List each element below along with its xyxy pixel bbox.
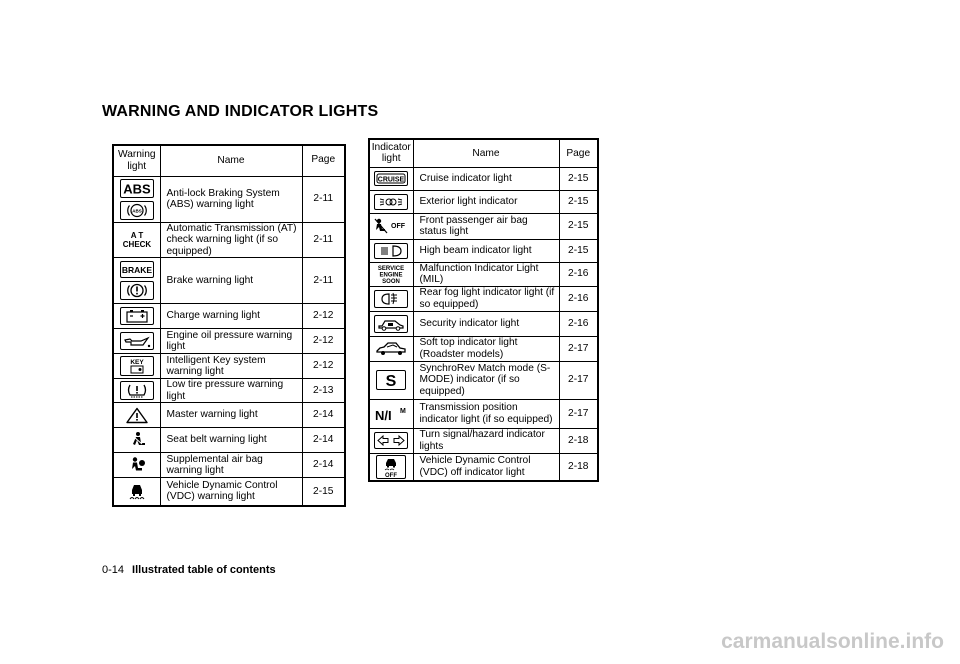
- svg-text:S: S: [385, 373, 397, 389]
- warning-lights-table: [112, 144, 346, 507]
- header-page: Page: [559, 139, 598, 167]
- row-page: 2-15: [302, 478, 345, 506]
- row-name: Security indicator light: [413, 311, 559, 336]
- table-row: [113, 304, 345, 329]
- svg-text:ENGINE: ENGINE: [379, 272, 403, 279]
- svg-text:SOON: SOON: [382, 279, 401, 284]
- brake-warning-icon: [120, 281, 154, 300]
- tire-pressure-icon: [120, 381, 154, 400]
- section-title: Illustrated table of contents: [132, 564, 276, 576]
- row-page: 2-18: [559, 453, 598, 481]
- table-row: [369, 428, 598, 453]
- row-name: Turn signal/hazard indicator lights: [413, 428, 559, 453]
- row-page: 2-17: [559, 399, 598, 428]
- row-name: Exterior light indicator: [413, 190, 559, 213]
- row-page: 2-18: [559, 428, 598, 453]
- row-page: 2-15: [559, 190, 598, 213]
- passenger-airbag-off-icon: [373, 217, 409, 235]
- table-row: [113, 478, 345, 506]
- cruise-icon: [374, 171, 408, 186]
- row-name: High beam indicator light: [413, 239, 559, 262]
- row-name: Supplemental air bag warning light: [160, 453, 302, 478]
- transmission-position-icon: [373, 406, 409, 422]
- row-name: Low tire pressure warning light: [160, 379, 302, 403]
- table-row: [369, 213, 598, 239]
- row-page: 2-12: [302, 354, 345, 379]
- header-page: Page: [302, 145, 345, 176]
- svg-text:KEY: KEY: [130, 359, 144, 366]
- abs-warning-icon: [120, 179, 154, 198]
- row-page: 2-12: [302, 329, 345, 354]
- row-name: Automatic Transmission (AT) check warning light (if so equipped): [160, 222, 302, 258]
- abs-text: ABS: [123, 181, 151, 196]
- table-row: [369, 361, 598, 399]
- row-name: Engine oil pressure warning light: [160, 329, 302, 354]
- at-check-icon: [121, 230, 153, 250]
- row-page: 2-11: [302, 222, 345, 258]
- table-row: [113, 258, 345, 304]
- soft-top-icon: [374, 340, 408, 357]
- row-name: Soft top indicator light (Roadster models): [413, 336, 559, 361]
- row-name: Vehicle Dynamic Control (VDC) warning light: [160, 478, 302, 506]
- table-row: [113, 453, 345, 478]
- master-warning-icon: [121, 407, 153, 424]
- row-name: Anti-lock Braking System (ABS) warning light: [160, 176, 302, 222]
- svg-text:N/I: N/I: [375, 407, 392, 422]
- row-name: Seat belt warning light: [160, 428, 302, 453]
- header-warning-light: Warning light: [113, 145, 160, 176]
- table-header-row: [369, 139, 598, 167]
- row-page: 2-16: [559, 311, 598, 336]
- battery-charge-icon: [120, 307, 154, 325]
- table-row: [369, 399, 598, 428]
- row-page: 2-11: [302, 176, 345, 222]
- table-row: [369, 262, 598, 286]
- row-name: Transmission position indicator light (if so equipped): [413, 399, 559, 428]
- vdc-icon: [121, 482, 153, 500]
- table-row: [369, 167, 598, 190]
- svg-text:CRUISE: CRUISE: [378, 176, 405, 184]
- row-page: 2-17: [559, 361, 598, 399]
- table-row: [113, 403, 345, 428]
- table-row: [113, 222, 345, 258]
- table-row: [369, 453, 598, 481]
- exterior-light-icon: [374, 194, 408, 210]
- service-engine-soon-icon: [374, 264, 408, 284]
- svg-text:SERVICE: SERVICE: [378, 266, 405, 272]
- turn-signal-icon: [374, 432, 408, 449]
- vdc-off-icon: [376, 455, 406, 479]
- row-page: 2-14: [302, 428, 345, 453]
- row-name: Master warning light: [160, 403, 302, 428]
- table-row: [369, 286, 598, 311]
- row-name: Brake warning light: [160, 258, 302, 304]
- row-page: 2-13: [302, 379, 345, 403]
- indicator-lights-table: [368, 138, 599, 482]
- row-page: 2-16: [559, 262, 598, 286]
- svg-text:BRAKE: BRAKE: [121, 265, 152, 275]
- row-name: Vehicle Dynamic Control (VDC) off indicator light: [413, 453, 559, 481]
- row-page: 2-15: [559, 239, 598, 262]
- high-beam-icon: [374, 243, 408, 259]
- row-page: 2-14: [302, 453, 345, 478]
- row-page: 2-17: [559, 336, 598, 361]
- row-page: 2-16: [559, 286, 598, 311]
- rear-fog-icon: [374, 290, 408, 308]
- table-row: [113, 354, 345, 379]
- row-name: Front passenger air bag status light: [413, 213, 559, 239]
- table-row: [369, 239, 598, 262]
- abs-circle-icon: [120, 201, 154, 220]
- table-row: [113, 176, 345, 222]
- table-row: [113, 379, 345, 403]
- row-name: Cruise indicator light: [413, 167, 559, 190]
- table-row: [113, 329, 345, 354]
- page-number: 0-14: [102, 564, 125, 576]
- header-indicator-light: Indicator light: [369, 139, 413, 167]
- svg-text:M: M: [400, 407, 407, 415]
- header-name: Name: [413, 139, 559, 167]
- row-page: 2-15: [559, 213, 598, 239]
- row-page: 2-15: [559, 167, 598, 190]
- synchrorev-icon: [376, 370, 406, 390]
- intelligent-key-icon: [120, 356, 154, 376]
- security-car-icon: [374, 315, 408, 333]
- svg-text:CHECK: CHECK: [122, 239, 151, 249]
- row-name: Malfunction Indicator Light (MIL): [413, 262, 559, 286]
- table-row: [369, 336, 598, 361]
- table-row: [113, 428, 345, 453]
- svg-text:OFF: OFF: [385, 472, 398, 478]
- row-page: 2-12: [302, 304, 345, 329]
- row-name: SynchroRev Match mode (S-MODE) indicator (if so equipped): [413, 361, 559, 399]
- svg-text:OFF: OFF: [391, 223, 406, 230]
- table-header-row: [113, 145, 345, 176]
- header-name: Name: [160, 145, 302, 176]
- svg-text:A T: A T: [130, 230, 144, 240]
- table-row: [369, 311, 598, 336]
- watermark: carmanualsonline.info: [721, 630, 944, 653]
- brake-text-icon: [120, 261, 154, 278]
- row-page: 2-11: [302, 258, 345, 304]
- row-name: Intelligent Key system warning light: [160, 354, 302, 379]
- oil-can-icon: [120, 332, 154, 350]
- page-title: WARNING AND INDICATOR LIGHTS: [102, 103, 379, 120]
- air-bag-icon: [121, 456, 153, 474]
- page-footer: [102, 564, 276, 576]
- row-page: 2-14: [302, 403, 345, 428]
- row-name: Rear fog light indicator light (if so equipped): [413, 286, 559, 311]
- seat-belt-icon: [121, 431, 153, 449]
- svg-text:ABS: ABS: [131, 208, 142, 213]
- row-name: Charge warning light: [160, 304, 302, 329]
- table-row: [369, 190, 598, 213]
